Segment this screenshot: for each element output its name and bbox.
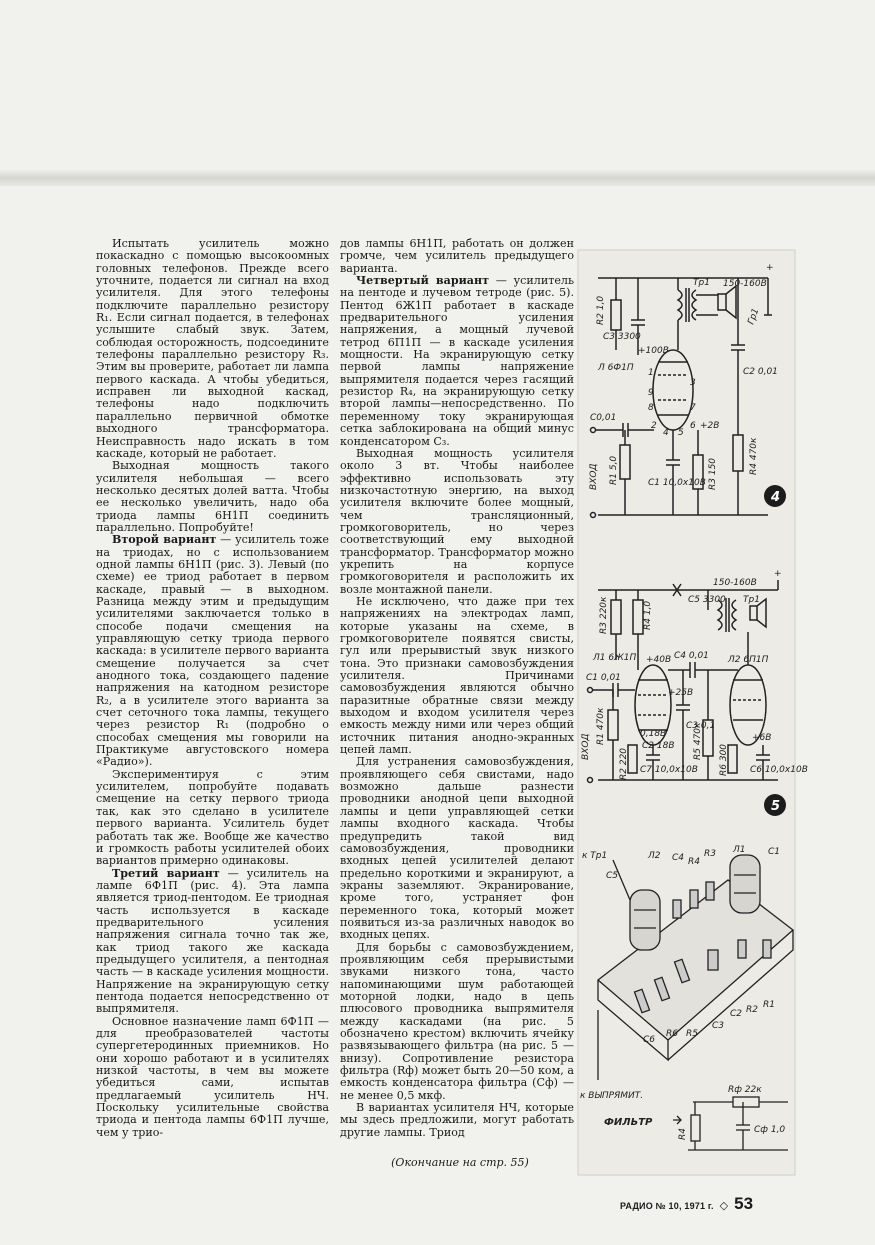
svg-text:C4: C4 <box>672 853 685 863</box>
svg-text:6: 6 <box>690 421 696 431</box>
paragraph: Второй вариант — усилитель тоже на триодах, но с использованием одной лампы 6Н1П (рис. 3). Левый (по схеме) ее триод работает в первом каскаде, правый — в выходном. Разница между этим и предыдущим усилителями заключается только в способе подачи смещения на управляющую сетку триода первого каскада: в усилителе первого варианта смещение получается за счет анодного тока, создающего падение напряжения на катодном резисторе R₂, а в усилителе этого варианта за счет сеточного тока лампы, текущего через резистор R₁ (подробно о способах смещения мы говорили на Практикуме августовского номера «Радио»). <box>96 533 329 769</box>
svg-text:Л2: Л2 <box>648 851 661 861</box>
svg-text:R5 470к: R5 470к <box>693 722 703 760</box>
svg-text:+100В: +100В <box>638 346 669 356</box>
svg-text:R4 1,0: R4 1,0 <box>643 600 653 630</box>
svg-text:4: 4 <box>771 490 781 505</box>
svg-text:R6 300: R6 300 <box>719 743 729 776</box>
text-column-left <box>96 238 329 1139</box>
svg-text:R4: R4 <box>678 1128 688 1140</box>
page-footer <box>620 1194 753 1216</box>
svg-text:+: + <box>774 569 782 579</box>
svg-text:2: 2 <box>651 421 657 431</box>
svg-text:C0,01: C0,01 <box>590 413 617 423</box>
svg-text:Л1 6Ж1П: Л1 6Ж1П <box>593 653 637 663</box>
svg-text:1: 1 <box>648 368 654 378</box>
svg-text:0,18В: 0,18В <box>640 729 667 739</box>
svg-text:R3 220к: R3 220к <box>599 596 609 634</box>
paragraph: Основное назначение ламп 6Ф1П — для преобразователей частоты супергетеродинных приемников. Но они хорошо работают и в усилителях низкой частоты, в чем вы можете убедиться сами, испытав предлагаемый усилитель НЧ. Поскольку усилительные свойства триода и пентода лампы 6Ф1П лучше, чем у трио- <box>96 1014 329 1139</box>
svg-text:C5 3300: C5 3300 <box>688 595 726 605</box>
svg-text:C6 10,0х10В: C6 10,0х10В <box>750 765 808 775</box>
section-lead: Второй вариант <box>112 533 217 547</box>
paragraph: Выходная мощность такого усилителя небольшая — всего несколько десятых долей ватта. Чтобы ее несколько увеличить, надо оба триода лампы 6Н1П соединить параллельно. Попробуйте! <box>96 459 329 534</box>
svg-text:к ВЫПРЯМИТ.: к ВЫПРЯМИТ. <box>580 1091 644 1101</box>
paragraph: Для устранения самовозбуждения, проявляющего себя свистами, надо возможно дальше разнести проводники анодной цепи выходной лампы и цепи управляющей сетки лампы входного каскада. Чтобы предупредить такой вид самовозбуждения, проводники входных цепей усилителей делают предельно короткими и экранируют, а экраны заземляют. Экранирование, кроме того, устраняет фон переменного тока, который может появиться из-за различных наводок во входных цепях. <box>340 755 574 942</box>
svg-text:R1 5,0: R1 5,0 <box>609 455 619 485</box>
svg-text:7: 7 <box>690 403 696 413</box>
svg-text:R6: R6 <box>666 1029 678 1039</box>
paragraph: Для борьбы с самовозбуждением, проявляющим себя прерывистыми звуками низкого тона, часто напоминающими шум работающей моторной лодки, надо в цепь плюсового проводника выпрямителя между каскадами (на рис. 5 обозначено крестом) включить ячейку развязывающего фильтра (на рис. 5 — внизу). Сопротивление резистора фильтра (Rф) может быть 20—50 ком, а емкость конденсатора фильтра (Cф) — не менее 0,5 мкф. <box>340 940 574 1102</box>
svg-text:C5: C5 <box>606 871 619 881</box>
svg-text:C4 0,01: C4 0,01 <box>674 651 709 661</box>
svg-text:R4: R4 <box>688 857 700 867</box>
svg-text:150-160В: 150-160В <box>713 578 757 588</box>
page-number: 53 <box>734 1194 754 1213</box>
section-lead: Третий вариант <box>112 866 220 880</box>
svg-text:C3 0,1: C3 0,1 <box>686 721 716 731</box>
schematics-column <box>578 250 808 1175</box>
svg-text:ФИЛЬТР: ФИЛЬТР <box>604 1117 653 1128</box>
svg-text:ВХОД: ВХОД <box>581 733 591 760</box>
svg-text:C1 10,0х10В: C1 10,0х10В <box>648 478 706 488</box>
svg-text:R4 470к: R4 470к <box>749 437 759 475</box>
text-column-middle <box>340 238 574 1139</box>
svg-text:Тр1: Тр1 <box>743 595 760 605</box>
svg-text:+25В: +25В <box>668 688 694 698</box>
svg-text:5: 5 <box>771 799 781 814</box>
svg-text:R3 150: R3 150 <box>708 457 718 490</box>
svg-text:ВХОД: ВХОД <box>589 463 599 490</box>
svg-text:C1: C1 <box>768 847 781 857</box>
paragraph: дов лампы 6Н1П, работать он должен громче, чем усилитель предыдущего варианта. <box>340 237 574 275</box>
paragraph: Четвертый вариант — усилитель на пентоде и лучевом тетроде (рис. 5). Пентод 6Ж1П работает в каскаде предварительного усиления напряжения, а мощный лучевой тетрод 6П1П — в каскаде усиления мощности. На экранирующую сетку первой лампы напряжение выпрямителя подается через гасящий резистор R₄, на экранирующую сетку второй лампы—непосредственно. По переменному току экранирующая сетка заблокирована на общий минус конденсатором C₃. <box>340 274 574 448</box>
svg-text:C2: C2 <box>730 1009 743 1019</box>
svg-text:150-160В: 150-160В <box>723 279 767 289</box>
svg-text:R1: R1 <box>763 1000 775 1010</box>
svg-text:3: 3 <box>690 378 696 388</box>
svg-text:Л 6Ф1П: Л 6Ф1П <box>598 363 634 373</box>
paragraph: Выходная мощность усилителя около 3 вт. Чтобы наиболее эффективно использовать эту низкочастотную энергию, на выход усилителя включите более мощный, чем трансляционный, громкоговоритель, но через соответствующий ему выходной трансформатор. Трансформатор можно укрепить на корпусе громкоговорителя и расположить их возле монтажной панели. <box>340 446 574 596</box>
svg-text:Гр1: Гр1 <box>746 307 762 327</box>
paragraph: Не исключено, что даже при тех напряжениях на электродах ламп, которые указаны на схеме, в громкоговорителе появятся свисты, гул или прерывистый звук низкого тона. Это признаки самовозбуждения усилителя. Причинами самовозбуждения являются обычно паразитные обратные связи между выходом и входом усилителя через емкость между ними или через общий источник питания анодно-экранных цепей ламп. <box>340 594 574 757</box>
svg-text:+40В: +40В <box>646 655 672 665</box>
svg-text:R2 1,0: R2 1,0 <box>596 295 606 325</box>
continuation-note: (Окончание на стр. 55) <box>391 1156 529 1169</box>
paragraph: В вариантах усилителя НЧ, которые мы здесь предложили, могут работать другие лампы. Триод <box>340 1101 574 1139</box>
svg-text:R5: R5 <box>686 1029 698 1039</box>
svg-text:Сф 1,0: Сф 1,0 <box>754 1125 786 1135</box>
svg-text:C2 0,01: C2 0,01 <box>743 367 778 377</box>
svg-text:Тр1: Тр1 <box>693 278 710 288</box>
svg-text:Rф 22к: Rф 22к <box>728 1085 762 1095</box>
svg-text:C1 0,01: C1 0,01 <box>586 673 621 683</box>
scan-shadow-band <box>0 170 875 186</box>
svg-text:C3: C3 <box>712 1021 725 1031</box>
magazine-issue: РАДИО № 10, 1971 г. <box>620 1201 714 1211</box>
svg-text:R3: R3 <box>704 849 716 859</box>
svg-text:R2: R2 <box>746 1005 758 1015</box>
paragraph: Испытать усилитель можно покаскадно с помощью высокоомных головных телефонов. Прежде всего уточните, подается ли сигнал на вход усилителя. Для этого телефоны подключите параллельно резистору R₁. Если сигнал подается, в телефонах услышите слабый звук. Затем, соблюдая осторожность, подсоедините телефоны параллельно резистору R₃. Этим вы проверите, работает ли лампа первого каскада. А чтобы убедиться, исправен ли выходной каскад, телефоны надо подключить параллельно первичной обмотке выходного трансформатора. Неисправность надо искать в том каскаде, который не работает. <box>96 237 329 460</box>
svg-text:C7 10,0х10В: C7 10,0х10В <box>640 765 698 775</box>
paragraph: Экспериментируя с этим усилителем, попробуйте подавать смещение на сетку первого триода так, как это сделано в усилителе первого варианта. Усилитель будет работать так же. Вообще же качество и громкость работы усилителей обоих вариантов примерно одинаковы. <box>96 767 329 868</box>
svg-text:C3 3300: C3 3300 <box>603 332 641 342</box>
svg-text:Л1: Л1 <box>733 845 746 855</box>
svg-text:8: 8 <box>648 403 654 413</box>
svg-text:5: 5 <box>678 428 684 438</box>
svg-text:9: 9 <box>648 388 654 398</box>
svg-text:к Тр1: к Тр1 <box>582 851 608 861</box>
svg-text:+: + <box>766 263 774 273</box>
svg-text:R2 220: R2 220 <box>619 747 629 780</box>
svg-text:Л2 6П1П: Л2 6П1П <box>728 655 769 665</box>
svg-text:+6В: +6В <box>752 733 772 743</box>
paragraph: Третий вариант — усилитель на лампе 6Ф1П (рис. 4). Эта лампа является триод-пентодом. Ее триодная часть используется в каскаде предварительного усиления напряжения сигнала точно так же, как триод такого же каскада предыдущего усилителя, а пентодная часть — в каскаде усиления мощности. Напряжение на экранирующую сетку пентода подается непосредственно от выпрямителя. <box>96 866 329 1016</box>
svg-text:4: 4 <box>663 428 669 438</box>
section-lead: Четвертый вариант <box>356 274 489 288</box>
svg-text:+2В: +2В <box>700 421 720 431</box>
diamond-icon: ◇ <box>719 1200 729 1212</box>
svg-text:R1 470к: R1 470к <box>596 707 606 745</box>
svg-text:C2 18В: C2 18В <box>642 741 675 751</box>
svg-text:C6: C6 <box>643 1035 656 1045</box>
